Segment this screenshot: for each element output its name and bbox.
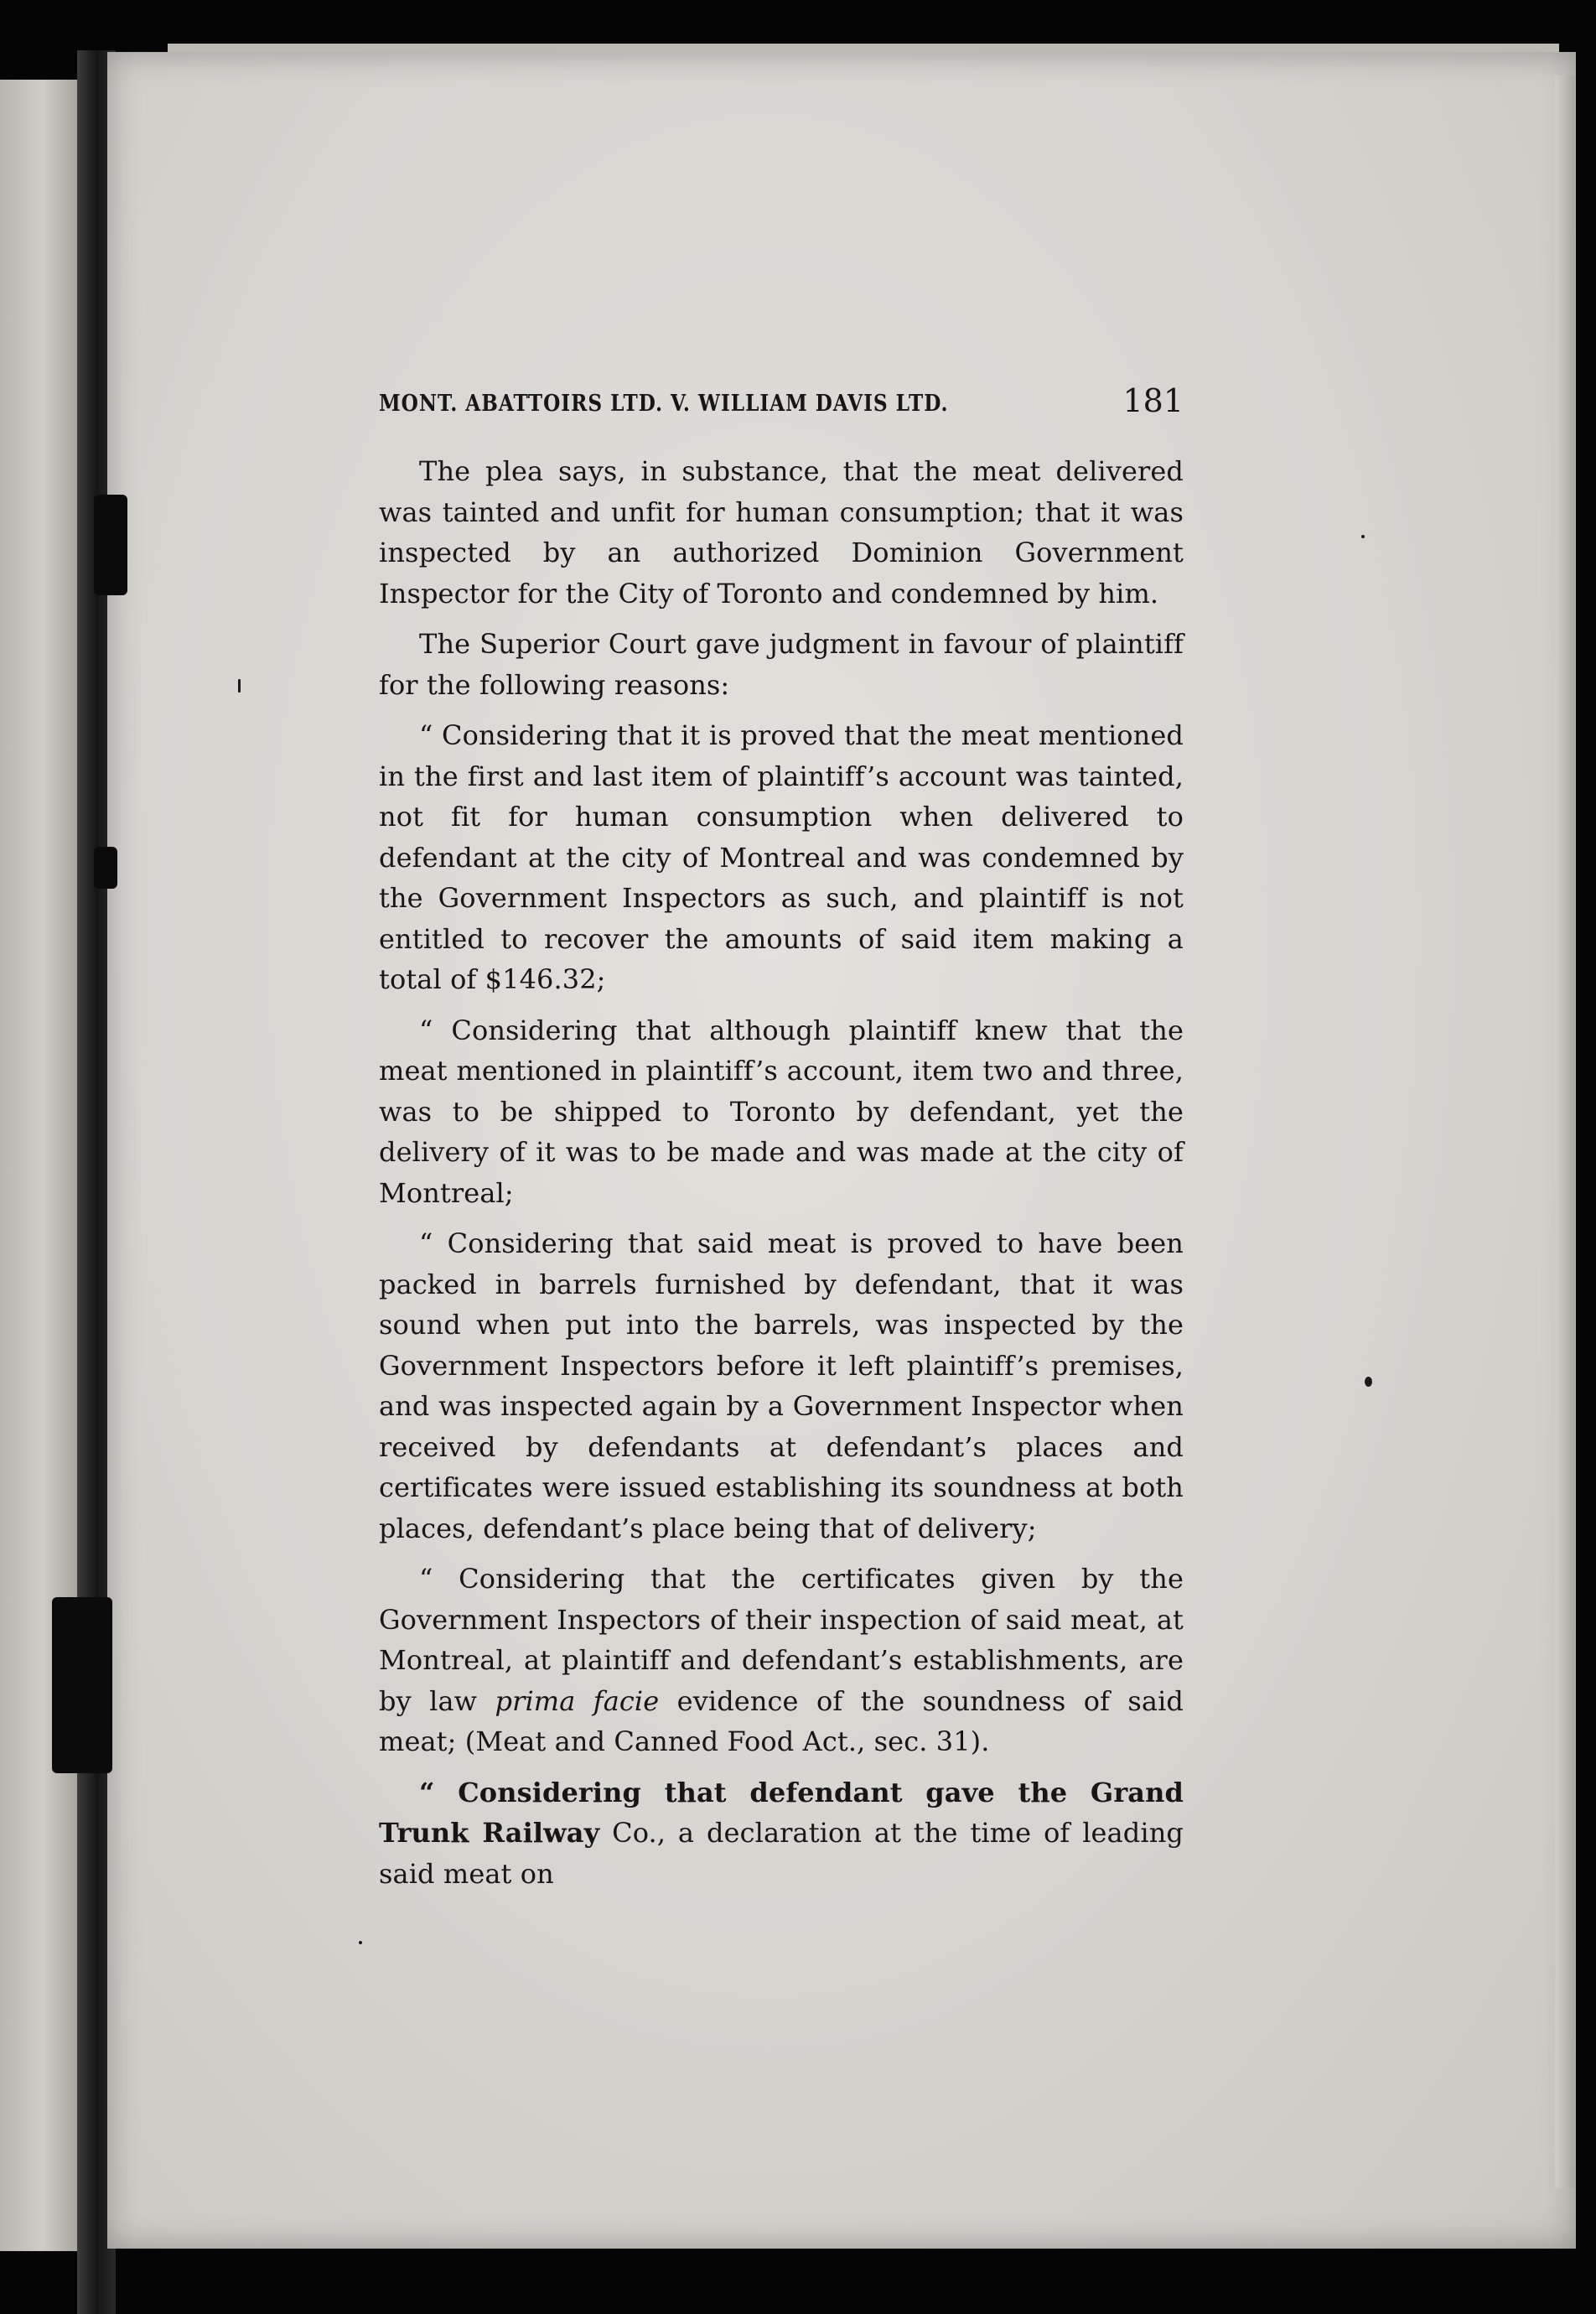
binding-tape-mark [52,1597,112,1773]
page-text-block [379,382,1184,1904]
ink-speck [1361,535,1365,538]
ink-speck [1365,1377,1372,1387]
paragraph: The plea says, in substance, that the meat delivered was tainted and unfit for human consumption; that it was inspected by an authorized Dominion Government Inspector for the City of Toronto and condemned by him. [379,455,1184,610]
running-head [379,382,1184,433]
paragraph [379,1559,1184,1762]
ink-speck [238,679,241,693]
paragraph [379,1772,1184,1895]
paragraph: “ Considering that said meat is proved to have been packed in barrels furnished by defendant, that it was sound when put into the barrels, was inspected by the Government Inspectors before it left plaintiff’s premises, and was inspected again by a Government Inspector when received by defendants at defendant’s places and certificates were issued establishing its soundness at both places, defendant’s place being that of delivery; [379,1227,1184,1544]
facing-page-edge [0,80,77,2251]
paragraph: The Superior Court gave judgment in favour of plaintiff for the following reasons: [379,628,1184,701]
page-edge-right [1555,75,1575,2188]
paragraph: “ Considering that it is proved that the meat mentioned in the first and last item of plaintiff’s account was tainted, not fit for human consumption when delivered to defendant at the city of Montreal and was condemned by the Government Inspectors as such, and plaintiff is not entitled to recover the amounts of said item making a total of $146.32; [379,719,1184,995]
paragraph: “ Considering that although plaintiff knew that the meat mentioned in plaintiff’s account, item two and three, was to be shipped to Toronto by defendant, yet the delivery of it was to be made and was made at the city of Montreal; [379,1014,1184,1209]
paragraph-text: Co., a declaration at the time of leading said meat on [379,1817,1184,1890]
italic-term: prima facie [495,1684,660,1717]
binding-tape-mark [94,495,127,595]
page-number: 181 [1122,382,1184,419]
paragraph-text-bold: “ Considering that defendant gave the Grand Trunk Railway [379,1776,1184,1849]
running-head-title: MONT. ABATTOIRS LTD. V. WILLIAM DAVIS LTD. [379,391,949,417]
paragraph-text: “ Considering that the certificates given by the Government Inspectors of their inspection of said meat, at Montreal, at plaintiff and defendant’s establishments, are by law [379,1563,1184,1717]
paragraph-text: evidence of the soundness of said meat; (Meat and Canned Food Act., sec. 31). [379,1684,1184,1757]
ink-speck [359,1941,362,1944]
binding-tape-mark [94,847,117,889]
